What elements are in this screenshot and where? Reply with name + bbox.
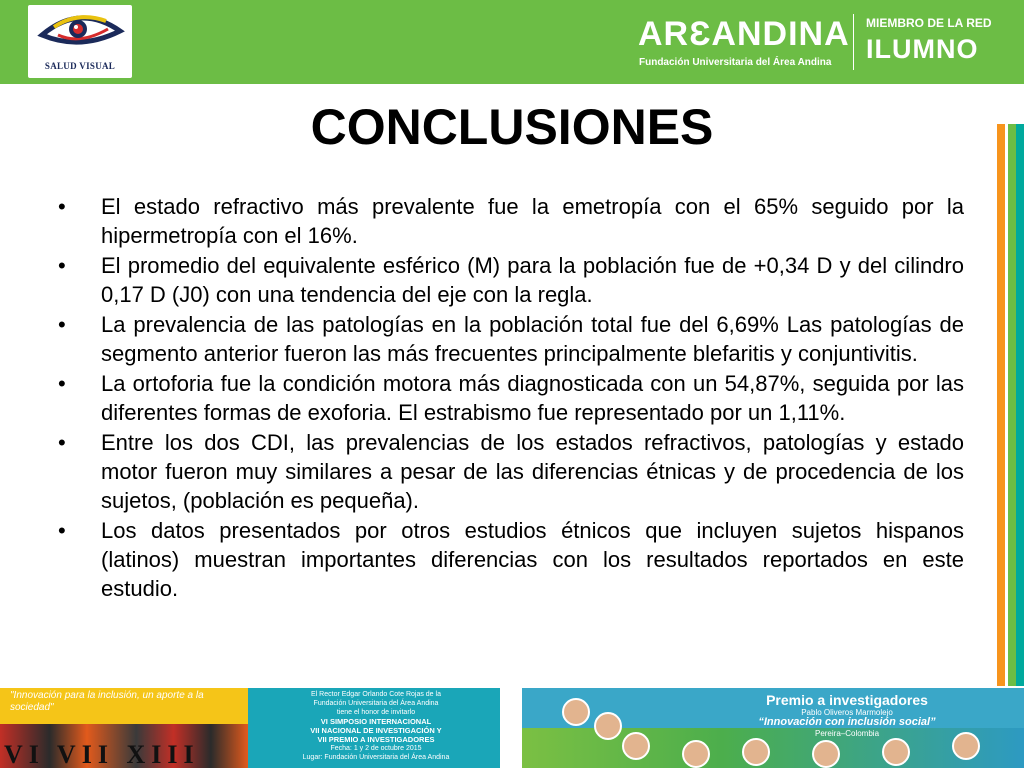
bullet-item: • La ortoforia fue la condición motora más diagnosticada con un 54,87%, seguida por las diferentes formas de exoforia. El estrabismo fue representado por un 1,11%. [58, 369, 964, 427]
award-banner [522, 688, 1024, 768]
award-quote: “Innovación con inclusión social” [758, 716, 936, 728]
green-stripe [1008, 124, 1016, 686]
orange-stripe [997, 124, 1005, 686]
header-bar [0, 0, 1024, 84]
info-line: El Rector Edgar Orlando Cote Rojas de la [311, 691, 441, 698]
researcher-photo [742, 738, 770, 766]
award-title: Premio a investigadores [766, 692, 928, 708]
bullet-item: • La prevalencia de las patologías en la población total fue del 6,69% Las patologías de segmento anterior fueron las más frecuentes principalmente blefaritis y conjuntivitis. [58, 310, 964, 368]
info-line: Lugar: Fundación Universitaria del Área Andina [302, 754, 450, 761]
symposium-banner [0, 688, 500, 768]
teal-stripe [1016, 124, 1024, 686]
award-subtitle: Pablo Oliveros Marmolejo [801, 708, 893, 717]
edition-numbers: VI VII XIII [4, 740, 200, 768]
bullet-item: • El estado refractivo más prevalente fue la emetropía con el 65% seguido por la hipermetropía con el 16%. [58, 192, 964, 250]
conclusions-list [58, 192, 964, 604]
salud-visual-logo [28, 5, 132, 78]
network-label: MIEMBRO DE LA RED [866, 16, 992, 30]
researcher-photo [812, 740, 840, 768]
researcher-photo [882, 738, 910, 766]
network-name: ILUMNO [866, 34, 979, 64]
researcher-photo [682, 740, 710, 768]
brand-divider [853, 14, 854, 70]
banner-tagline: "Innovación para la inclusión, un aporte a la sociedad" [10, 690, 204, 713]
info-line: Fecha: 1 y 2 de octubre 2015 [330, 745, 422, 752]
researcher-photo [562, 698, 590, 726]
bullet-item: • Entre los dos CDI, las prevalencias de los estados refractivos, patologías y estado motor fueron muy similares a pesar de las diferencias étnicas y de procedencia de los sujetos, (población es pequeña). [58, 428, 964, 515]
ilumno-logo [866, 16, 992, 64]
award-place: Pereira–Colombia [814, 729, 880, 738]
brand-subtitle: Fundación Universitaria del Área Andina [639, 57, 832, 68]
brand-name: ARƐANDINA [638, 15, 850, 53]
slide-title: CONCLUSIONES [310, 99, 714, 155]
info-line: VII PREMIO A INVESTIGADORES [317, 735, 435, 744]
bullet-item: • Los datos presentados por otros estudios étnicos que incluyen sujetos hispanos (latinos) muestran importantes diferencias con los resultados reportados en este estudio. [58, 516, 964, 603]
researcher-photo [594, 712, 622, 740]
areandina-logo [638, 14, 848, 74]
logo-caption: SALUD VISUAL [44, 61, 116, 71]
researcher-photo [622, 732, 650, 760]
symposium-info [262, 690, 490, 762]
info-line: Fundación Universitaria del Área Andina [313, 700, 439, 707]
info-line: tiene el honor de invitarlo [336, 709, 416, 716]
bullet-item: • El promedio del equivalente esférico (M) para la población fue de +0,34 D y del cilindro 0,17 D (J0) con una tendencia del eje con la regla. [58, 251, 964, 309]
eye-logo-icon [28, 5, 132, 65]
info-line: VI SIMPOSIO INTERNACIONAL [320, 717, 432, 726]
researcher-photo [952, 732, 980, 760]
info-line: VII NACIONAL DE INVESTIGACIÓN Y [310, 726, 442, 735]
